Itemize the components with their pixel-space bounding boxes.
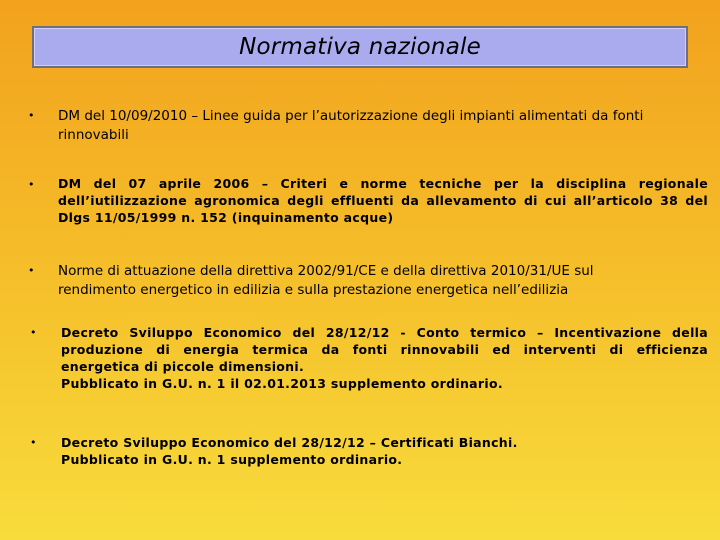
item-4-line-1: Decreto Sviluppo Economico del 28/12/12 - Conto termico – Incentivazione della	[61, 325, 708, 340]
bullet-1: •	[28, 109, 35, 122]
item-2-line-2: dell’iutilizzazione agronomica degli effluenti da allevamento di cui all’articolo 38 del	[58, 193, 708, 208]
bullet-4: •	[30, 326, 37, 339]
title-box	[32, 26, 688, 68]
list-item	[61, 434, 708, 468]
list-item	[58, 175, 708, 226]
item-4-line-3: energetica di piccole dimensioni.	[61, 359, 305, 374]
item-5-line-2: Pubblicato in G.U. n. 1 supplemento ordinario.	[61, 452, 403, 467]
item-4-line-4: Pubblicato in G.U. n. 1 il 02.01.2013 supplemento ordinario.	[61, 376, 503, 391]
slide-title: Normativa nazionale	[239, 34, 481, 60]
bullet-3: •	[28, 264, 35, 277]
list-item	[58, 262, 708, 300]
bullet-5: •	[30, 436, 37, 449]
bullet-2: •	[28, 178, 35, 191]
item-1-line-2: rinnovabili	[58, 127, 129, 143]
item-1-line-1: DM del 10/09/2010 – Linee guida per l’autorizzazione degli impianti alimentati da fonti	[58, 108, 644, 124]
item-4-line-2: produzione di energia termica da fonti rinnovabili ed interventi di efficienza	[61, 342, 708, 357]
list-item	[61, 324, 708, 392]
item-2-line-3: Dlgs 11/05/1999 n. 152 (inquinamento acque)	[58, 210, 394, 225]
item-2-line-1: DM del 07 aprile 2006 – Criteri e norme tecniche per la disciplina regionale	[58, 176, 708, 191]
item-3-line-2: rendimento energetico in edilizia e sulla prestazione energetica nell’edilizia	[58, 282, 569, 298]
list-item	[58, 107, 708, 145]
item-5-line-1: Decreto Sviluppo Economico del 28/12/12 – Certificati Bianchi.	[61, 435, 518, 450]
item-3-line-1: Norme di attuazione della direttiva 2002/91/CE e della direttiva 2010/31/UE sul	[58, 263, 594, 279]
